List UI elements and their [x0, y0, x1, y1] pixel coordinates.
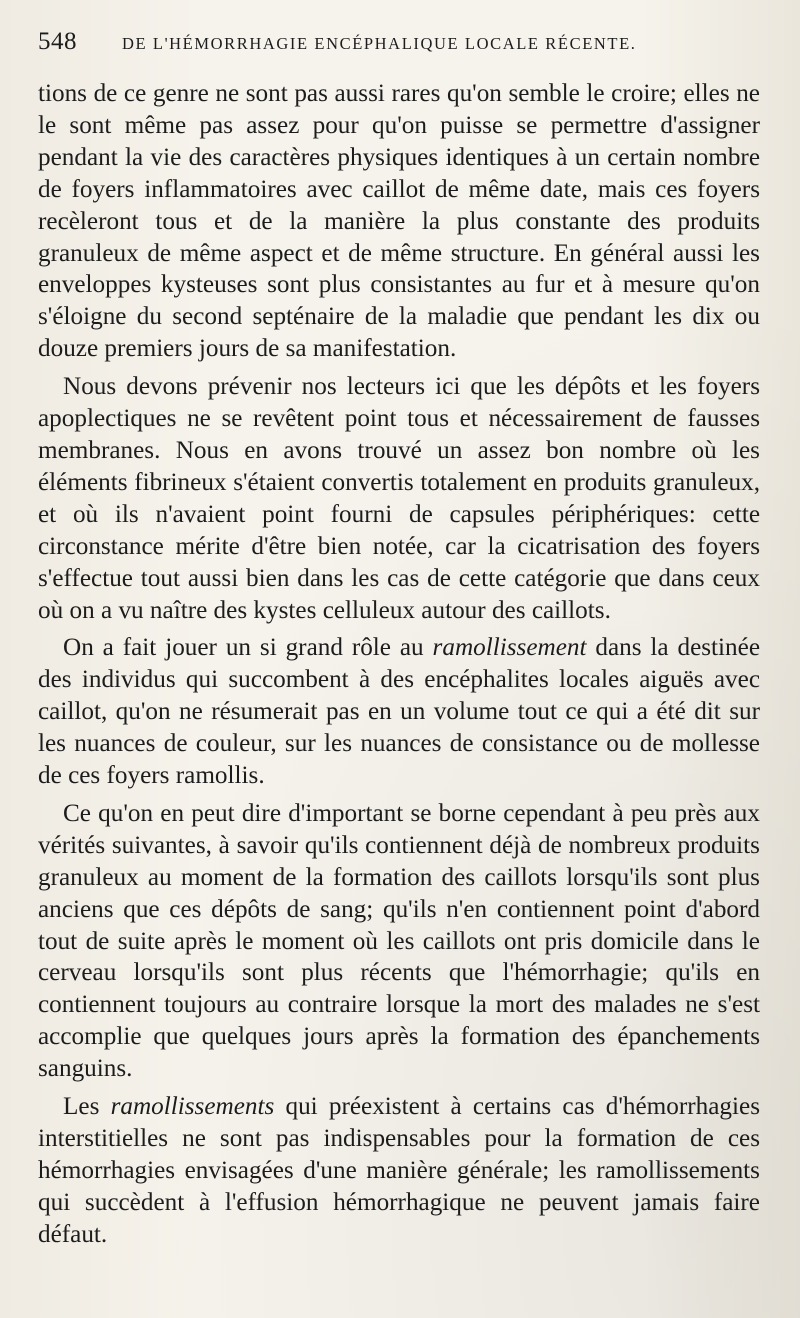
text-segment: Nous devons prévenir nos lecteurs ici que les dépôts et les foyers apoplectiques ne se revêtent point tous et nécessairement de fausses membranes. Nous en avons trouvé un assez bon nombre où les éléments fibrineux s'étaient convertis totalement en produits granuleux, et où ils n'avaient point fourni de capsules périphériques: cette circonstance mérite d'être bien notée, car la cicatrisation des foyers s'effectue tout aussi bien dans les cas de cette catégorie que dans ceux où on a vu naître des kystes celluleux autour des caillots. — [38, 373, 760, 624]
text-segment: Les — [63, 1093, 111, 1121]
paragraph-5 — [38, 1091, 760, 1251]
paragraph-2 — [38, 371, 760, 626]
running-title: DE L'HÉMORRHAGIE ENCÉPHALIQUE LOCALE RÉCENTE. — [122, 34, 637, 53]
paragraph-3 — [38, 632, 760, 792]
text-segment: dans la destinée des individus qui succombent à des encéphalites locales aiguës avec caillot, qu'on ne résumerait pas en un volume tout ce qui a été dit sur les nuances de couleur, sur les nuances de consistance ou de mollesse de ces foyers ramollis. — [38, 634, 761, 790]
paragraph-4 — [38, 798, 760, 1085]
running-head — [38, 28, 760, 68]
page-number: 548 — [38, 28, 77, 55]
italic-term: ramollissement — [432, 634, 587, 662]
italic-term: ramollissements — [110, 1093, 275, 1121]
body-text — [38, 78, 760, 1251]
text-segment: On a fait jouer un si grand rôle au — [63, 634, 433, 662]
text-segment: tions de ce genre ne sont pas aussi rares qu'on semble le croire; elles ne le sont même pas assez pour qu'on puisse se permettre d'assigner pendant la vie des caractères physiques identiques à un certain nombre de foyers inflammatoires avec caillot de même date, mais ces foyers recèleront tous et de la manière la plus constante des produits granuleux de même aspect et de même structure. En général aussi les enveloppes kysteuses sont plus consistantes au fur et à mesure qu'on s'éloigne du second septénaire de la maladie que pendant les dix ou douze premiers jours de sa manifestation. — [38, 80, 760, 363]
paragraph-1 — [38, 78, 760, 365]
text-segment: Ce qu'on en peut dire d'important se borne cependant à peu près aux vérités suivantes, à savoir qu'ils contiennent déjà de nombreux produits granuleux au moment de la formation des caillots lorsqu'ils sont plus anciens que ces dépôts de sang; qu'ils n'en contiennent point d'abord tout de suite après le moment où les caillots ont pris domicile dans le cerveau lorsqu'ils sont plus récents que l'hémorrhagie; qu'ils en contiennent toujours au contraire lorsque la mort des malades ne s'est accomplie que quelques jours après la formation des épanchements sanguins. — [38, 799, 760, 1083]
text-segment: qui préexistent à certains cas d'hémorrhagies interstitielles ne sont pas indispensables pour la formation de ces hémorrhagies envisagées d'une manière générale; les ramollissements qui succèdent à l'effusion hémorrhagique ne peuvent jamais faire défaut. — [38, 1093, 760, 1248]
